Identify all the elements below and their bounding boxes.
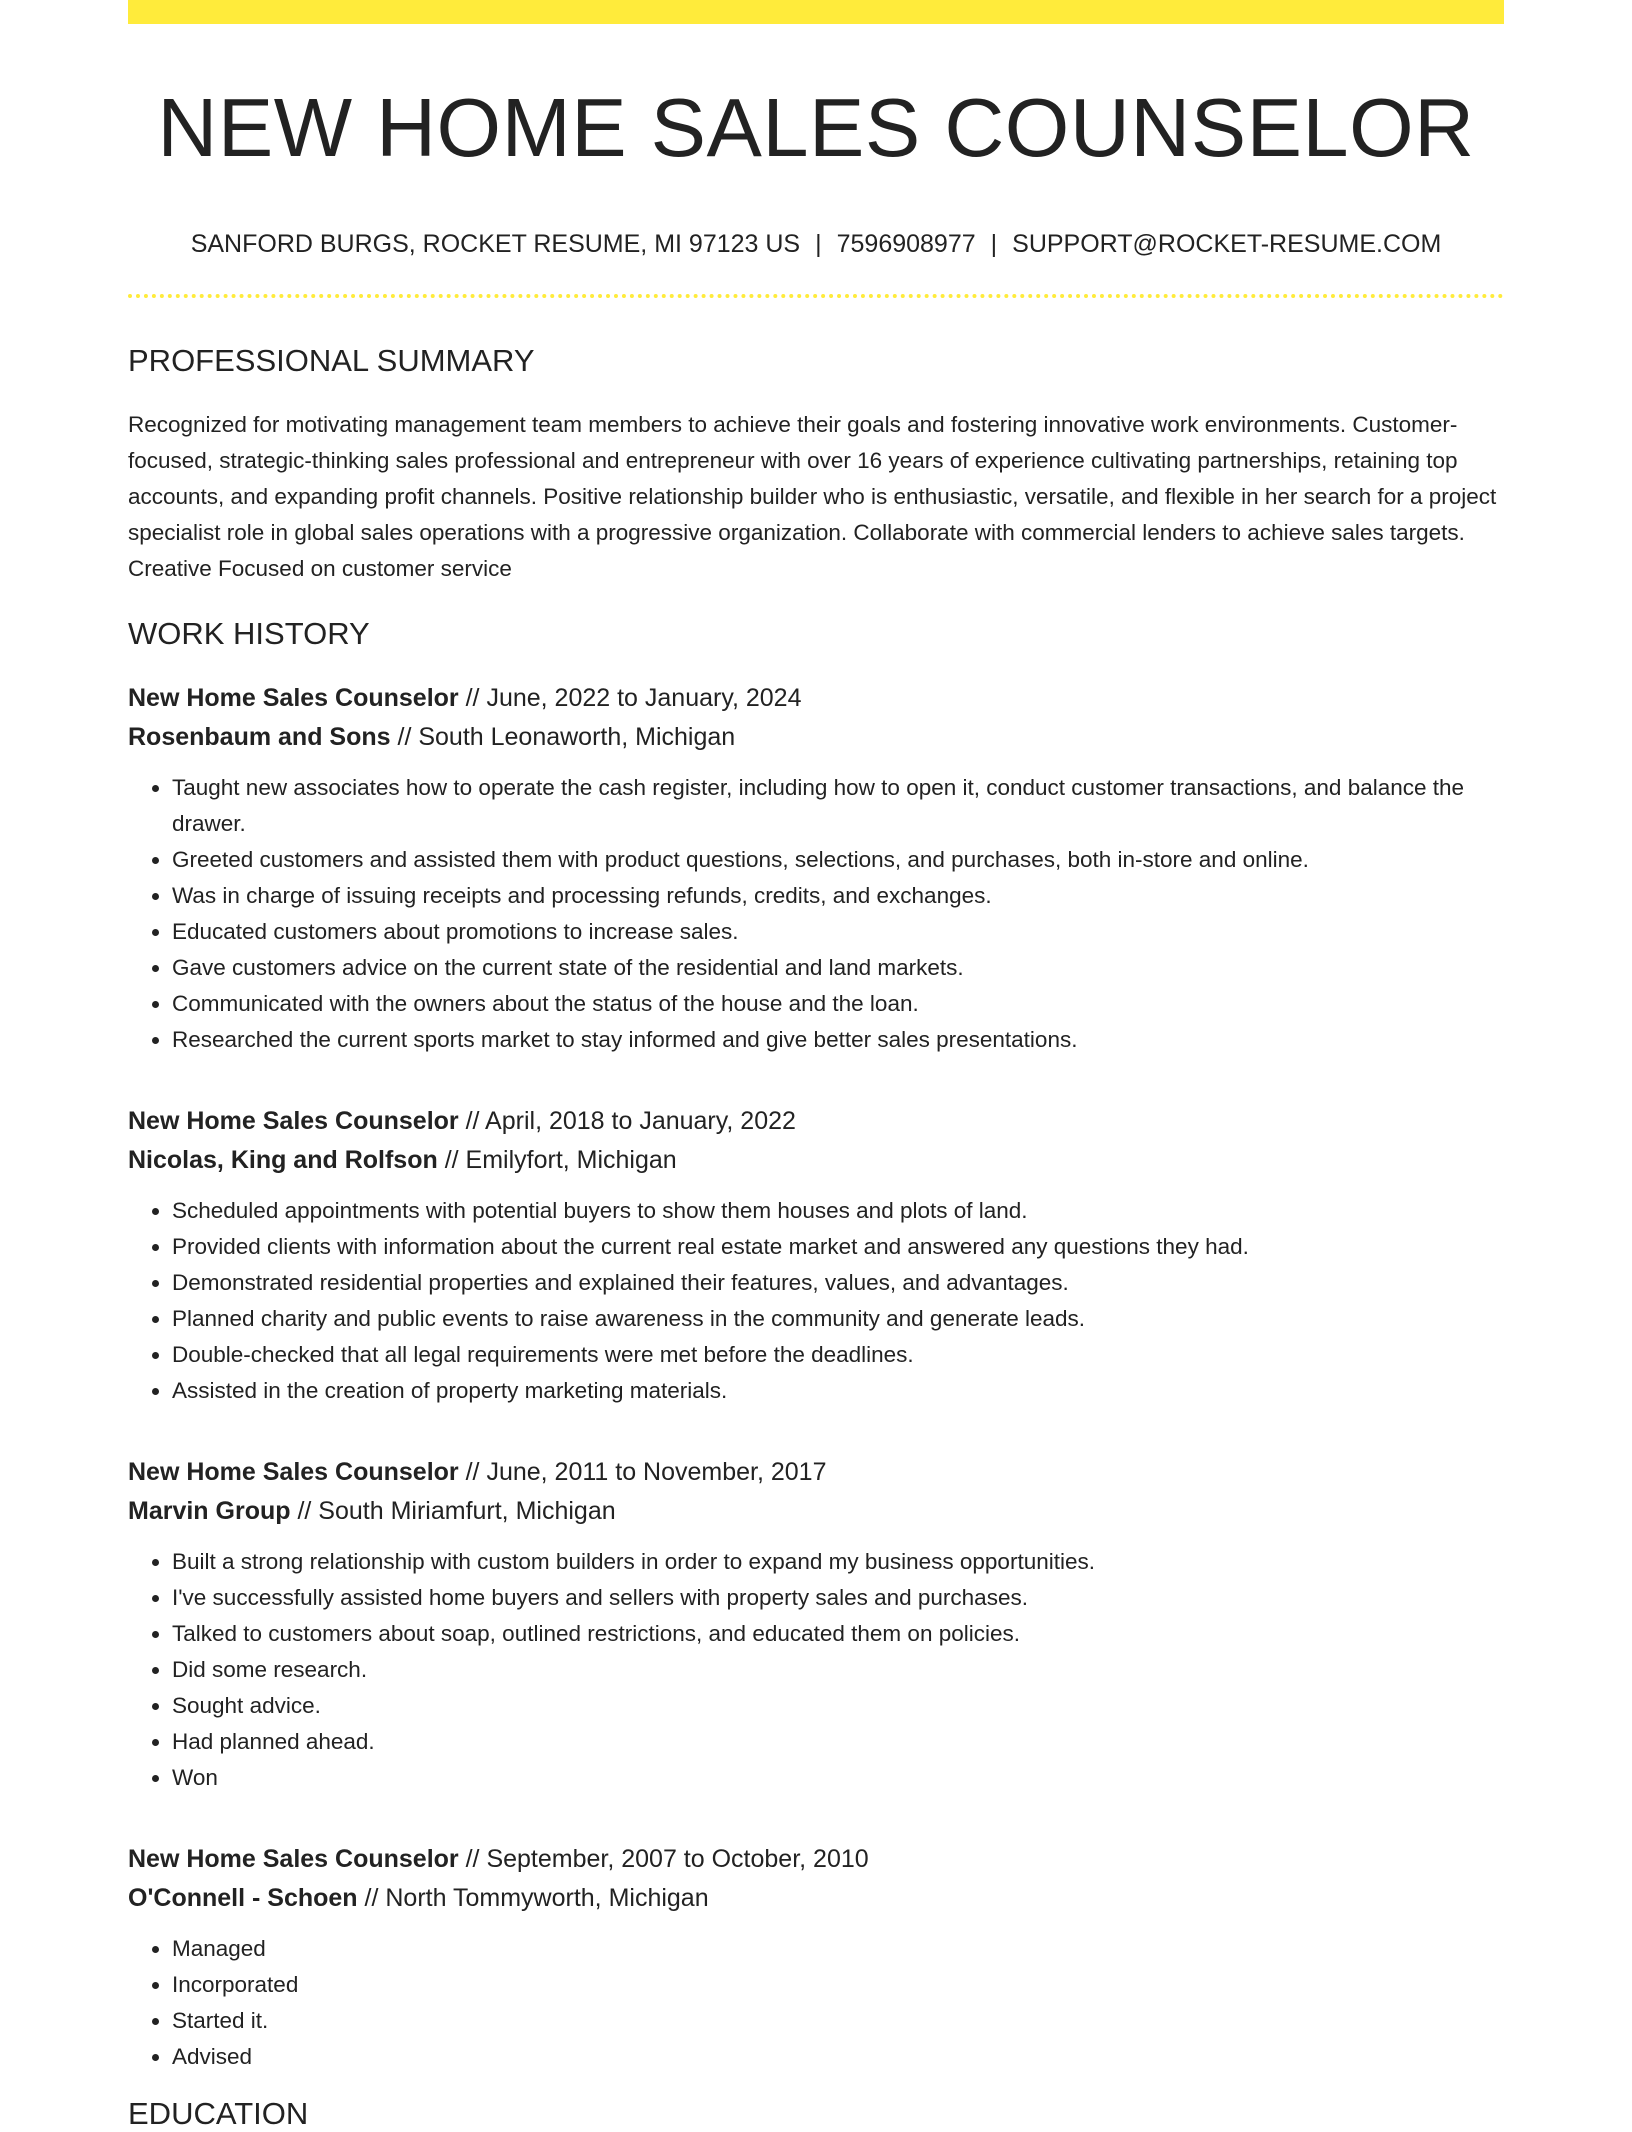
job-bullet-item: • Sought advice.	[172, 1688, 1504, 1724]
job-bullet-item: • Had planned ahead.	[172, 1724, 1504, 1760]
job-bullet-item: • Educated customers about promotions to increase sales.	[172, 914, 1504, 950]
job-bullet-item: • Provided clients with information about the current real estate market and answered any questions they had.	[172, 1229, 1504, 1265]
contact-separator: |	[990, 230, 998, 259]
job-bullet-item: • Incorporated	[172, 1967, 1504, 2003]
job-location: // Emilyfort, Michigan	[437, 1145, 677, 1174]
job-title-line	[128, 679, 1504, 718]
job-bullet-list	[128, 1193, 1504, 1409]
contact-email: SUPPORT@ROCKET-RESUME.COM	[1012, 230, 1442, 259]
work-history-list	[128, 679, 1504, 2075]
job-bullet-list	[128, 770, 1504, 1058]
job-bullet-item: • Started it.	[172, 2003, 1504, 2039]
resume-page	[128, 0, 1504, 2132]
job-company: Nicolas, King and Rolfson	[128, 1145, 438, 1174]
job-dates: // April, 2018 to January, 2022	[458, 1106, 796, 1135]
job-dates: // September, 2007 to October, 2010	[458, 1844, 869, 1873]
job-bullet-item: • Managed	[172, 1931, 1504, 1967]
job-bullet-item: • Greeted customers and assisted them with product questions, selections, and purchases, both in-store and online.	[172, 842, 1504, 878]
job-company: Rosenbaum and Sons	[128, 722, 391, 751]
job-entry	[128, 679, 1504, 1058]
contact-address: SANFORD BURGS, ROCKET RESUME, MI 97123 US	[190, 230, 801, 259]
job-bullet-item: • Gave customers advice on the current state of the residential and land markets.	[172, 950, 1504, 986]
job-entry	[128, 1102, 1504, 1409]
job-bullet-item: • Taught new associates how to operate the cash register, including how to open it, conduct customer transactions, and balance the drawer.	[172, 770, 1504, 842]
job-bullet-item: • Was in charge of issuing receipts and processing refunds, credits, and exchanges.	[172, 878, 1504, 914]
resume-name-heading: NEW HOME SALES COUNSELOR	[157, 81, 1475, 174]
job-company: O'Connell - Schoen	[128, 1883, 358, 1912]
job-bullet-item: • Talked to customers about soap, outlined restrictions, and educated them on policies.	[172, 1616, 1504, 1652]
job-bullet-item: • Built a strong relationship with custom builders in order to expand my business opportunities.	[172, 1544, 1504, 1580]
job-bullet-list	[128, 1931, 1504, 2075]
top-accent-bar	[128, 0, 1504, 24]
job-company-line	[128, 1492, 1504, 1531]
job-bullet-item: • Won	[172, 1760, 1504, 1796]
job-entry	[128, 1840, 1504, 2075]
summary-section-title: PROFESSIONAL SUMMARY	[128, 343, 535, 379]
job-role: New Home Sales Counselor	[128, 683, 459, 712]
contact-line	[128, 229, 1504, 259]
work-history-section-title: WORK HISTORY	[128, 616, 370, 652]
job-bullet-item: • Demonstrated residential properties and explained their features, values, and advantages.	[172, 1265, 1504, 1301]
summary-text: Recognized for motivating management team members to achieve their goals and fostering innovative work environments. Customer-focused, strategic-thinking sales professional and entrepreneur with over 16 years of experience cultivating partnerships, retaining top accounts, and expanding profit channels. Positive relationship builder who is enthusiastic, versatile, and flexible in her search for a project specialist role in global sales operations with a progressive organization. Collaborate with commercial lenders to achieve sales targets. Creative Focused on customer service	[128, 412, 1497, 582]
job-bullet-item: • Planned charity and public events to raise awareness in the community and generate leads.	[172, 1301, 1504, 1337]
job-bullet-item: • I've successfully assisted home buyers and sellers with property sales and purchases.	[172, 1580, 1504, 1616]
job-location: // South Leonaworth, Michigan	[390, 722, 736, 751]
job-company: Marvin Group	[128, 1496, 291, 1525]
job-role: New Home Sales Counselor	[128, 1844, 459, 1873]
job-title-line	[128, 1453, 1504, 1492]
job-role: New Home Sales Counselor	[128, 1457, 459, 1486]
job-bullet-item: • Researched the current sports market to stay informed and give better sales presentations.	[172, 1022, 1504, 1058]
job-dates: // June, 2011 to November, 2017	[458, 1457, 827, 1486]
contact-phone: 7596908977	[836, 230, 976, 259]
job-bullet-list	[128, 1544, 1504, 1796]
job-company-line	[128, 1141, 1504, 1180]
job-bullet-item: • Assisted in the creation of property marketing materials.	[172, 1373, 1504, 1409]
job-title-line	[128, 1840, 1504, 1879]
job-location: // North Tommyworth, Michigan	[357, 1883, 709, 1912]
job-bullet-item: • Communicated with the owners about the status of the house and the loan.	[172, 986, 1504, 1022]
job-company-line	[128, 718, 1504, 757]
job-location: // South Miriamfurt, Michigan	[290, 1496, 616, 1525]
job-bullet-item: • Double-checked that all legal requirements were met before the deadlines.	[172, 1337, 1504, 1373]
contact-separator: |	[815, 230, 822, 259]
job-bullet-item: • Did some research.	[172, 1652, 1504, 1688]
job-bullet-item: • Advised	[172, 2039, 1504, 2075]
job-company-line	[128, 1879, 1504, 1918]
job-entry	[128, 1453, 1504, 1796]
job-dates: // June, 2022 to January, 2024	[458, 683, 802, 712]
job-title-line	[128, 1102, 1504, 1141]
header-divider	[128, 294, 1504, 298]
job-bullet-item: • Scheduled appointments with potential buyers to show them houses and plots of land.	[172, 1193, 1504, 1229]
education-section-title: EDUCATION	[128, 2095, 309, 2131]
job-role: New Home Sales Counselor	[128, 1106, 459, 1135]
